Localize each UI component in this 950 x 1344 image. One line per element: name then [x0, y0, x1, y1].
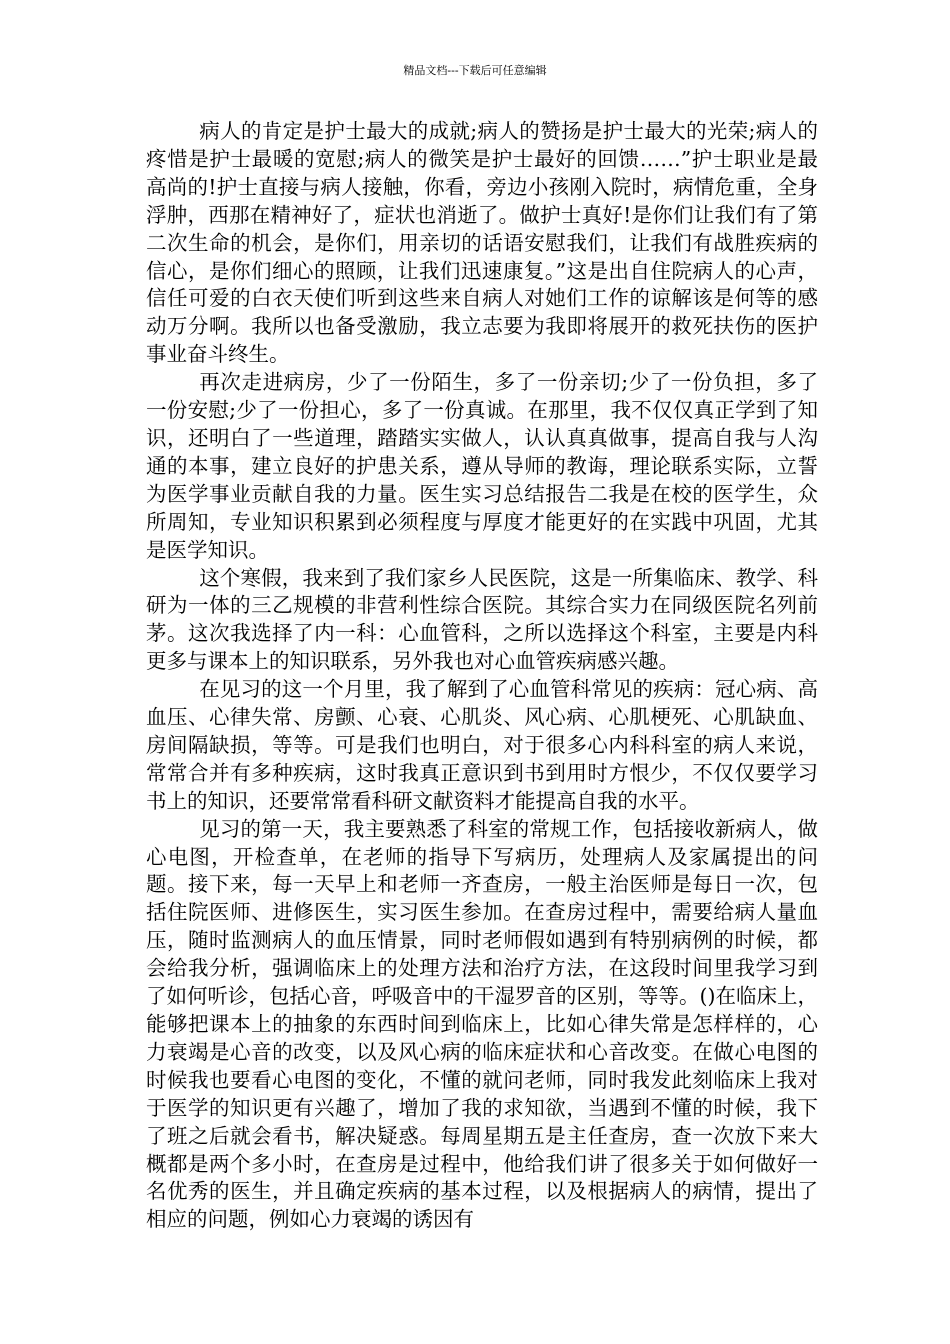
page-header: 精品文档---下载后可任意编辑: [403, 64, 547, 77]
paragraph-5: 见习的第一天，我主要熟悉了科室的常规工作，包括接收新病人，做心电图，开检查单，在老师的指导下写病历，处理病人及家属提出的问题。接下来，每一天早上和老师一齐查房，一般主治医师是每日一次，包括住院医师、进修医生，实习医生参加。在查房过程中，需要给病人量血压，随时监测病人的血压情景，同时老师假如遇到有特别病例的时候，都会给我分析，强调临床上的处理方法和治疗方法，在这段时间里我学习到了如何听诊，包括心音，呼吸音中的干湿罗音的区别，等等。()在临床上，能够把课本上的抽象的东西时间到临床上，比如心律失常是怎样样的，心力衰竭是心音的改变，以及风心病的临床症状和心音改变。在做心电图的时候我也要看心电图的变化，不懂的就问老师，同时我发此刻临床上我对于医学的知识更有兴趣了，增加了我的求知欲，当遇到不懂的时候，我下了班之后就会看书，解决疑惑。每周星期五是主任查房，查一次放下来大概都是两个多小时，在查房是过程中，他给我们讲了很多关于如何做好一名优秀的医生，并且确定疾病的基本过程，以及根据病人的病情，提出了相应的问题，例如心力衰竭的诱因有: [146, 816, 818, 1232]
paragraph-1: 病人的肯定是护士最大的成就;病人的赞扬是护士最大的光荣;病人的疼惜是护士最暖的宽慰;病人的微笑是护士最好的回馈……”护士职业是最高尚的!护士直接与病人接触，你看，旁边小孩刚入院时，病情危重，全身浮肿，西那在精神好了，症状也消逝了。做护士真好!是你们让我们有了第二次生命的机会，是你们，用亲切的话语安慰我们，让我们有战胜疾病的信心，是你们细心的照顾，让我们迅速康复。”这是出自住院病人的心声，信任可爱的白衣天使们听到这些来自病人对她们工作的谅解该是何等的感动万分啊。我所以也备受激励，我立志要为我即将展开的救死扶伤的医护事业奋斗终生。: [146, 119, 818, 367]
paragraph-2: 再次走进病房，少了一份陌生，多了一份亲切;少了一份负担，多了一份安慰;少了一份担心，多了一份真诚。在那里，我不仅仅真正学到了知识，还明白了一些道理，踏踏实实做人，认认真真做事，提高自我与人沟通的本事，建立良好的护患关系，遵从导师的教诲，理论联系实际，立誓为医学事业贡献自我的力量。医生实习总结报告二我是在校的医学生，众所周知，专业知识积累到必须程度与厚度才能更好的在实践中巩固，尤其是医学知识。: [146, 370, 818, 562]
paragraph-4: 在见习的这一个月里，我了解到了心血管科常见的疾病：冠心病、高血压、心律失常、房颤、心衰、心肌炎、风心病、心肌梗死、心肌缺血、房间隔缺损，等等。可是我们也明白，对于很多心内科科室的病人来说，常常合并有多种疾病，这时我真正意识到书到用时方恨少，不仅仅要学习书上的知识，还要常常看科研文献资料才能提高自我的水平。: [146, 677, 818, 813]
document-body: [146, 118, 818, 1234]
paragraph-3: 这个寒假，我来到了我们家乡人民医院，这是一所集临床、教学、科研为一体的三乙规模的非营利性综合医院。其综合实力在同级医院名列前茅。这次我选择了内一科：心血管科，之所以选择这个科室，主要是内科更多与课本上的知识联系，另外我也对心血管疾病感兴趣。: [146, 565, 818, 674]
